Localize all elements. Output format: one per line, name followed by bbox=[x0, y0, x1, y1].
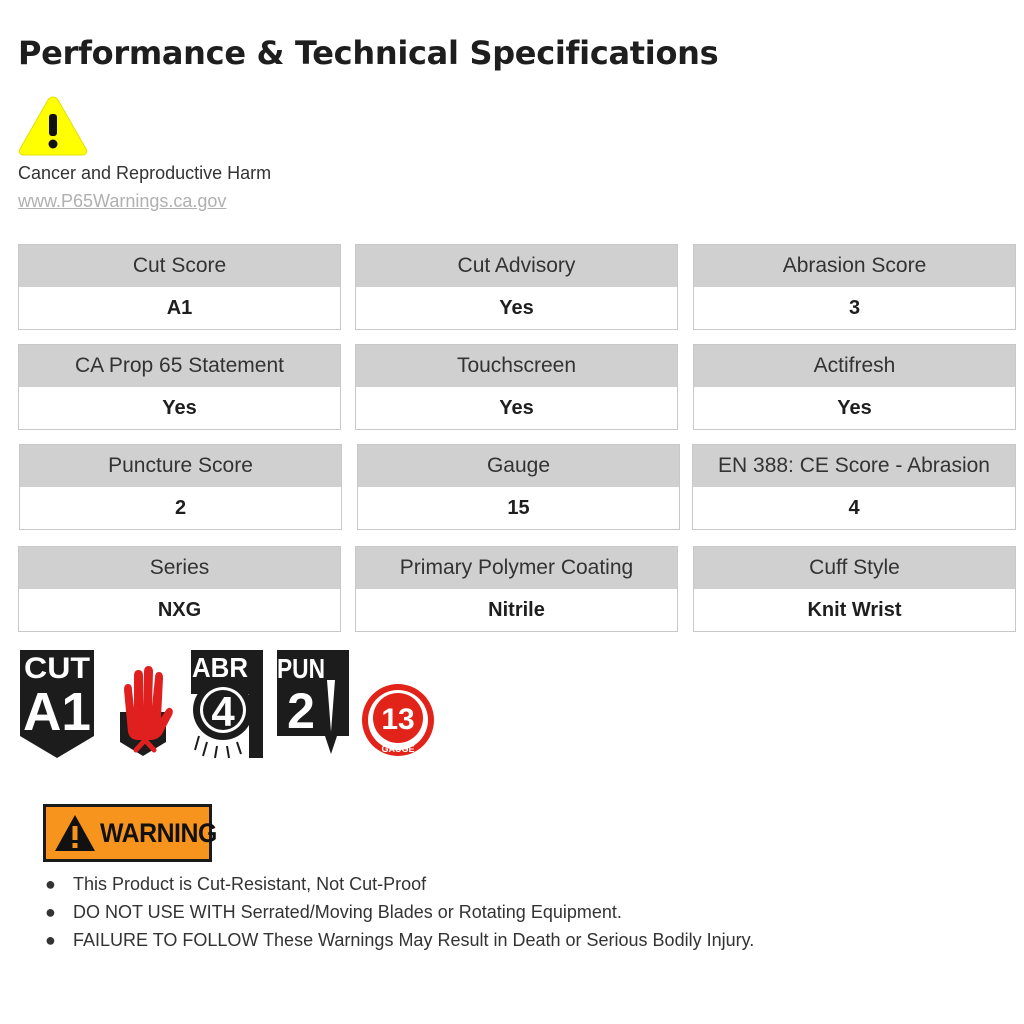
spec-label: Cut Score bbox=[19, 245, 340, 287]
spec-label: Gauge bbox=[358, 445, 679, 487]
spec-series bbox=[18, 546, 341, 632]
gauge-icon-label: GAUGE bbox=[381, 744, 415, 754]
warning-badge-label: WARNING bbox=[100, 817, 217, 848]
puncture-icon-label: PUN bbox=[277, 653, 325, 684]
spec-label: CA Prop 65 Statement bbox=[19, 345, 340, 387]
spec-actifresh bbox=[693, 344, 1016, 430]
bullet-icon: ● bbox=[45, 874, 56, 894]
spec-label: Series bbox=[19, 547, 340, 589]
abrasion-icon-value: 4 bbox=[211, 688, 235, 735]
puncture-2-icon bbox=[277, 650, 349, 754]
warning-badge bbox=[43, 804, 217, 862]
warning-item-text: DO NOT USE WITH Serrated/Moving Blades or Rotating Equipment. bbox=[73, 902, 622, 922]
spec-value: Knit Wrist bbox=[807, 598, 902, 621]
spec-cut-advisory bbox=[355, 244, 678, 330]
spec-label: Touchscreen bbox=[356, 345, 677, 387]
spec-value: Nitrile bbox=[488, 598, 545, 621]
abrasion-4-icon bbox=[191, 650, 265, 758]
gauge-icon-value: 13 bbox=[381, 703, 415, 736]
spec-label: EN 388: CE Score - Abrasion bbox=[693, 445, 1015, 487]
cut-a1-icon bbox=[20, 650, 94, 758]
spec-value: 15 bbox=[507, 496, 530, 519]
gauge-13-icon bbox=[360, 682, 436, 758]
hand-cut-advisory-icon bbox=[110, 666, 174, 758]
spec-value: A1 bbox=[166, 296, 193, 319]
spec-cuff-style bbox=[693, 546, 1016, 632]
spec-value: Yes bbox=[499, 296, 534, 319]
cut-icon-label: CUT bbox=[24, 652, 90, 685]
spec-ca-prop-65 bbox=[18, 344, 341, 430]
puncture-icon-value: 2 bbox=[287, 683, 315, 739]
spec-value: NXG bbox=[157, 598, 202, 621]
spec-gauge bbox=[357, 444, 680, 530]
spec-value: Yes bbox=[499, 396, 534, 419]
spec-label: Actifresh bbox=[694, 345, 1015, 387]
prop65-link[interactable]: www.P65Warnings.ca.gov bbox=[18, 191, 227, 211]
warning-triangle-icon bbox=[54, 814, 96, 852]
cut-icon-value: A1 bbox=[23, 682, 91, 742]
warning-triangle-icon bbox=[17, 94, 89, 158]
spec-value: Yes bbox=[162, 396, 197, 419]
spec-en388-abrasion bbox=[692, 444, 1016, 530]
abrasion-icon-label: ABR bbox=[192, 652, 248, 683]
spec-primary-polymer-coating bbox=[355, 546, 678, 632]
spec-cut-score bbox=[18, 244, 341, 330]
spec-touchscreen bbox=[355, 344, 678, 430]
spec-abrasion-score bbox=[693, 244, 1016, 330]
spec-label: Abrasion Score bbox=[694, 245, 1015, 287]
spec-value: 3 bbox=[848, 296, 861, 319]
spec-label: Puncture Score bbox=[20, 445, 341, 487]
list-item bbox=[43, 898, 803, 926]
spec-label: Primary Polymer Coating bbox=[356, 547, 677, 589]
warning-item-text: This Product is Cut-Resistant, Not Cut-Proof bbox=[73, 874, 427, 894]
list-item bbox=[43, 870, 803, 898]
spec-value: Yes bbox=[837, 396, 872, 419]
spec-label: Cut Advisory bbox=[356, 245, 677, 287]
bullet-icon: ● bbox=[45, 902, 56, 922]
bullet-icon: ● bbox=[45, 930, 56, 950]
spec-label: Cuff Style bbox=[694, 547, 1015, 589]
warning-item-text: FAILURE TO FOLLOW These Warnings May Result in Death or Serious Bodily Injury. bbox=[73, 930, 755, 950]
page-title: Performance & Technical Specifications bbox=[18, 34, 719, 72]
list-item bbox=[43, 926, 783, 954]
warning-list bbox=[43, 870, 803, 954]
spec-value: 2 bbox=[174, 496, 187, 519]
spec-puncture-score bbox=[19, 444, 342, 530]
spec-value: 4 bbox=[848, 496, 860, 519]
prop65-warning-text: Cancer and Reproductive Harm bbox=[18, 163, 272, 183]
